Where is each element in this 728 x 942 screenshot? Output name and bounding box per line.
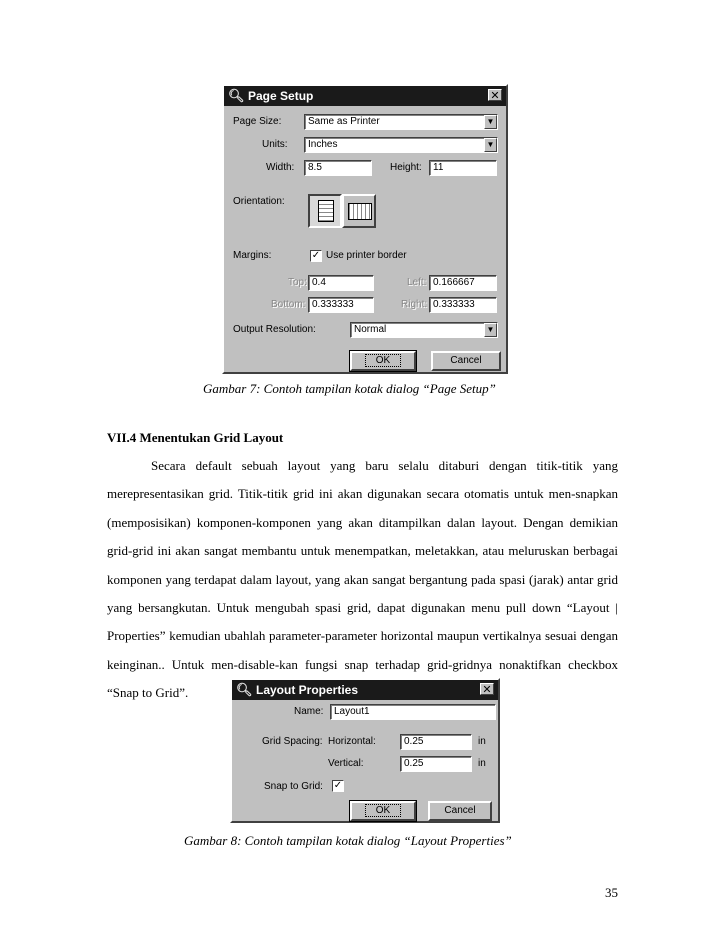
body-paragraph: Secara default sebuah layout yang baru selalu ditaburi dengan titik-titik yang merepresentasikan grid. Titik-titik grid ini akan digunakan secara otomatis untuk men-snapkan (memposisikan) komponen-komponen yang akan ditampilkan dalan layout. Dengan demikian grid-grid ini akan sangat membantu untuk menempatkan, meletakkan, atau meluruskan berbagai komponen yang terdapat dalam layout, yang akan sangat bergantung pada spasi (jarak) antar grid yang bersangkutan. Untuk mengubah spasi grid, dapat digunakan menu pull down “Layout | Properties” kemudian ubahlah parameter-parameter horizontal maupun vertikalnya sesuai dengan keinginan.. Untuk men-disable-kan fungsi snap terhadap grid-gridnya nonaktifkan checkbox “Snap to Grid”. <box>107 458 618 701</box>
vertical-unit: in <box>478 758 486 769</box>
triangle-down-icon[interactable]: ▼ <box>484 323 497 337</box>
cancel-button[interactable] <box>431 351 501 371</box>
height-input[interactable]: 11 <box>429 160 497 176</box>
figure-7-caption: Gambar 7: Contoh tampilan kotak dialog “Page Setup” <box>203 381 496 396</box>
width-input[interactable]: 8.5 <box>304 160 372 176</box>
page-setup-dialog <box>222 84 508 374</box>
right-label: Right: <box>401 299 428 310</box>
horizontal-unit: in <box>478 736 486 747</box>
name-label: Name: <box>294 706 324 717</box>
portrait-page-icon <box>318 200 334 222</box>
close-icon: ✕ <box>490 90 500 102</box>
use-printer-border-checkbox[interactable] <box>310 250 322 262</box>
output-resolution-select[interactable] <box>350 322 498 338</box>
magnifier-icon: 🔍︎ <box>236 682 253 697</box>
output-resolution-value: Normal <box>354 324 387 335</box>
triangle-down-icon[interactable]: ▼ <box>484 115 497 129</box>
page-size-label: Page Size: <box>233 116 282 127</box>
triangle-down-icon[interactable]: ▼ <box>484 138 497 152</box>
checkmark-icon: ✓ <box>311 250 321 261</box>
vertical-spacing-input[interactable]: 0.25 <box>400 756 472 772</box>
landscape-page-icon <box>348 203 372 220</box>
grid-spacing-label: Grid Spacing: <box>262 736 323 747</box>
horizontal-label: Horizontal: <box>328 736 376 747</box>
bottom-margin-input[interactable]: 0.333333 <box>308 297 374 313</box>
top-margin-input[interactable]: 0.4 <box>308 275 374 291</box>
figure-8-caption: Gambar 8: Contoh tampilan kotak dialog “Layout Properties” <box>184 833 512 848</box>
cancel-button-label: Cancel <box>444 805 476 816</box>
ok-button[interactable] <box>350 351 416 371</box>
page-size-select[interactable] <box>304 114 498 130</box>
layout-properties-titlebar[interactable] <box>232 680 498 700</box>
vertical-label: Vertical: <box>328 758 364 769</box>
close-icon: ✕ <box>482 684 492 696</box>
orientation-label: Orientation: <box>233 196 285 207</box>
cancel-button-label: Cancel <box>450 355 482 366</box>
magnifier-icon: 🔍︎ <box>228 88 245 103</box>
left-margin-input[interactable]: 0.166667 <box>429 275 497 291</box>
width-label: Width: <box>266 162 295 173</box>
horizontal-spacing-input[interactable]: 0.25 <box>400 734 472 750</box>
layout-name-input[interactable]: Layout1 <box>330 704 496 720</box>
snap-to-grid-checkbox[interactable] <box>332 780 344 792</box>
units-label: Units: <box>262 139 288 150</box>
top-label: Top: <box>288 277 307 288</box>
page-size-value: Same as Printer <box>308 116 380 127</box>
ok-button-label: OK <box>365 804 401 817</box>
snap-to-grid-label: Snap to Grid: <box>264 781 323 792</box>
ok-button[interactable] <box>350 801 416 821</box>
output-resolution-label: Output Resolution: <box>233 324 316 335</box>
checkmark-icon: ✓ <box>333 780 343 791</box>
ok-button-label: OK <box>365 354 401 367</box>
units-value: Inches <box>308 139 338 150</box>
section-heading: VII.4 Menentukan Grid Layout <box>107 430 284 445</box>
close-button[interactable] <box>480 683 494 695</box>
close-button[interactable] <box>488 89 502 101</box>
margins-label: Margins: <box>233 250 272 261</box>
left-label: Left: <box>407 277 427 288</box>
layout-properties-dialog <box>230 678 500 823</box>
portrait-orientation-button[interactable] <box>308 194 342 228</box>
landscape-orientation-button[interactable] <box>342 194 376 228</box>
bottom-label: Bottom: <box>271 299 306 310</box>
height-label: Height: <box>390 162 422 173</box>
page-setup-title: Page Setup <box>248 89 314 103</box>
use-printer-border-label: Use printer border <box>326 250 407 261</box>
right-margin-input[interactable]: 0.333333 <box>429 297 497 313</box>
cancel-button[interactable] <box>428 801 492 821</box>
page-number: 35 <box>605 885 618 900</box>
page-setup-titlebar[interactable] <box>224 86 506 106</box>
layout-properties-title: Layout Properties <box>256 683 359 697</box>
units-select[interactable] <box>304 137 498 153</box>
